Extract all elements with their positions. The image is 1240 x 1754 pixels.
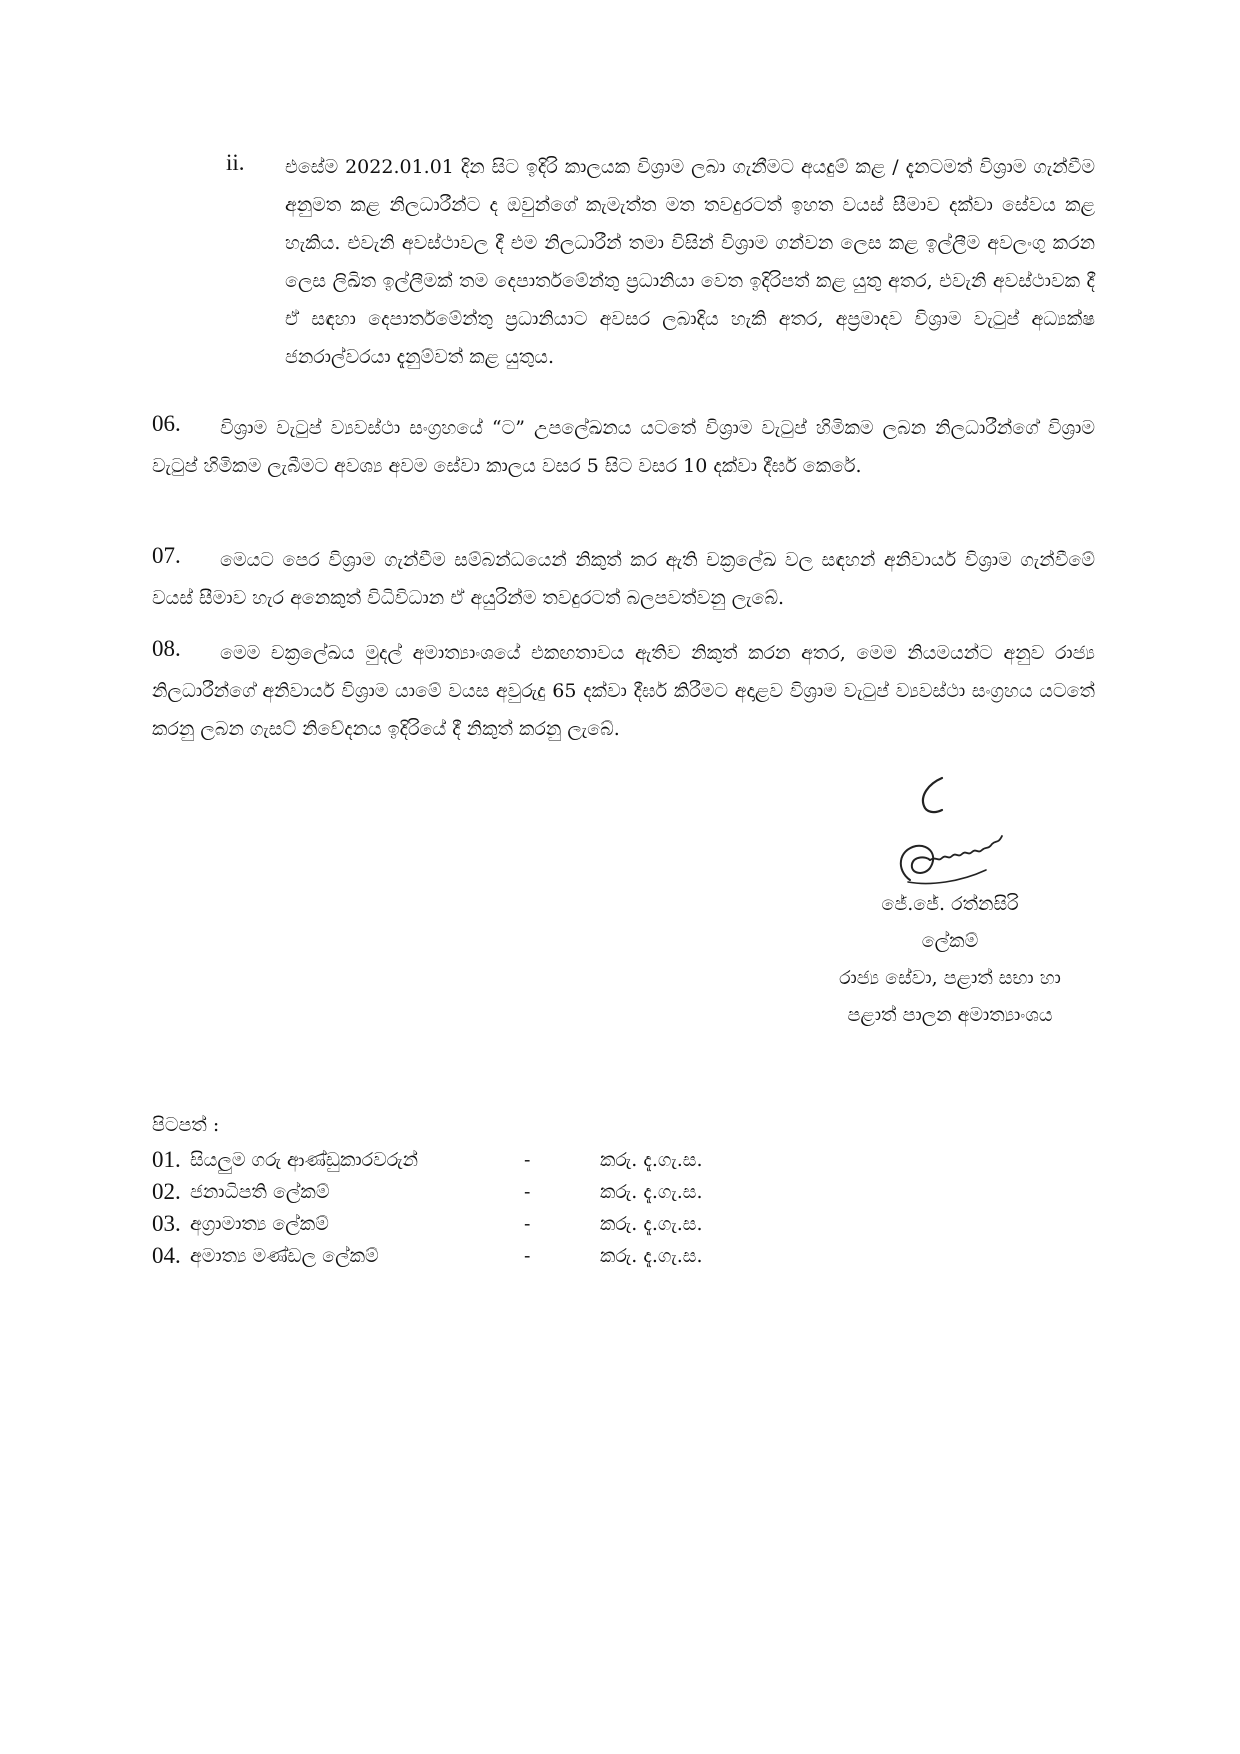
paragraph-ii-text: එසේම 2022.01.01 දින සිට ඉදිරි කාලයක විශ්‍රාම ලබා ගැනීමට අයදුම් කළ / දැනටමත් විශ්‍රාම ගැන්වීම අනුමත කළ නිලධාරීන්ට ද ඔවුන්ගේ කැමැත්ත මත තවදුරටත් ඉහත වයස් සීමාව දක්වා සේවය කළ හැකිය. එවැනි අවස්ථාවල දී එම නිලධාරීන් තමා විසින් විශ්‍රාම ගන්වන ලෙස කළ ඉල්ලීම අවලංගු කරන ලෙස ලිඛිත ඉල්ලීමක් තම දෙපාර්තමේන්තු ප්‍රධානියා වෙත ඉදිරිපත් කළ යුතු අතර, එවැනි අවස්ථාවක දී ඒ සඳහා දෙපාර්තමේන්තු ප්‍රධානියාට අවසර ලබාදිය හැකි අතර, අප්‍රමාදව විශ්‍රාම වැටුප් අධ්‍යක්ෂ ජනරාල්වරයා දැනුම්වත් කළ යුතුය.: [285, 156, 1095, 368]
copy-row: [152, 1144, 1052, 1176]
copy-row-recipient: ජනාධිපති ලේකම්: [190, 1181, 330, 1203]
signatory-ministry-line2: පළාත් පාලන අමාත්‍යාංශය: [847, 1004, 1053, 1026]
signatory-title: ලේකම්: [921, 930, 979, 952]
paragraph-number-08: 08.: [152, 636, 181, 661]
paragraph-06-text: විශ්‍රාම වැටුප් ව්‍යවස්ථා සංග්‍රහයේ “ට” උපලේඛනය යටතේ විශ්‍රාම වැටුප් හිමිකම ලබන නිලධාරීන්ගේ විශ්‍රාම වැටුප් හිමිකම ලැබීමට අවශ්‍ය අවම සේවා කාලය වසර 5 සිට වසර 10 දක්වා දීර්ඝ කෙරේ.: [152, 417, 1095, 477]
copy-row-action: කරු. දැ.ගැ.ස.: [600, 1149, 703, 1171]
paragraph-number-07: 07.: [152, 543, 181, 568]
signatory-name: ජේ.ජේ. රත්නසිරි: [881, 893, 1019, 915]
copy-row-dash: -: [524, 1149, 531, 1171]
paragraph-number-ii: ii.: [226, 150, 245, 175]
copy-row-number: 01.: [152, 1147, 181, 1172]
copy-row-number: 04.: [152, 1243, 181, 1268]
copy-row: [152, 1208, 1052, 1240]
signatory-ministry-line1: රාජ්‍ය සේවා, පළාත් සභා හා: [839, 967, 1061, 989]
copies-section: [152, 1110, 1052, 1272]
copy-row-recipient: අමාත්‍ය මණ්ඩල ලේකම්: [190, 1245, 379, 1267]
paragraph-08-text: මෙම චක්‍රලේඛය මුදල් අමාත්‍යාංශයේ එකඟතාවය ඇතිව නිකුත් කරන අතර, මෙම නියමයන්ට අනුව රාජ්‍ය නිලධාරීන්ගේ අනිවාර්ය විශ්‍රාම යාමේ වයස අවුරුදු 65 දක්වා දීර්ඝ කිරීමට අදාළව විශ්‍රාම වැටුප් ව්‍යවස්ථා සංග්‍රහය යටතේ කරනු ලබන ගැසට් නිවේදනය ඉදිරියේ දී නිකුත් කරනු ලැබේ.: [152, 642, 1095, 740]
copy-row: [152, 1240, 1052, 1272]
paragraph-07-text: මෙයට පෙර විශ්‍රාම ගැන්වීම සම්බන්ධයෙන් නිකුත් කර ඇති චක්‍රලේඛ වල සඳහන් අනිවාර්ය විශ්‍රාම ගැන්වීමේ වයස් සීමාව හැර අනෙකුත් විධිවිධාන ඒ අයුරින්ම තවදුරටත් බලපවත්වනු ලැබේ.: [152, 549, 1095, 609]
copy-row-action: කරු. දැ.ගැ.ස.: [600, 1181, 703, 1203]
copies-title: පිටපත් :: [152, 1114, 220, 1136]
paragraph-number-06: 06.: [152, 411, 181, 436]
copy-row-dash: -: [524, 1213, 531, 1235]
copy-row-dash: -: [524, 1245, 531, 1267]
copy-row-recipient: අග්‍රාමාත්‍ය ලේකම්: [190, 1213, 329, 1235]
copy-row-recipient: සියලුම ගරු ආණ්ඩුකාරවරුන්: [190, 1149, 419, 1171]
copy-row-number: 03.: [152, 1211, 181, 1236]
handwritten-signature: [890, 770, 1020, 890]
copy-row: [152, 1176, 1052, 1208]
copy-row-number: 02.: [152, 1179, 181, 1204]
copy-row-dash: -: [524, 1181, 531, 1203]
copy-row-action: කරු. දැ.ගැ.ස.: [600, 1213, 703, 1235]
signatory-block: [790, 886, 1110, 1034]
copy-row-action: කරු. දැ.ගැ.ස.: [600, 1245, 703, 1267]
